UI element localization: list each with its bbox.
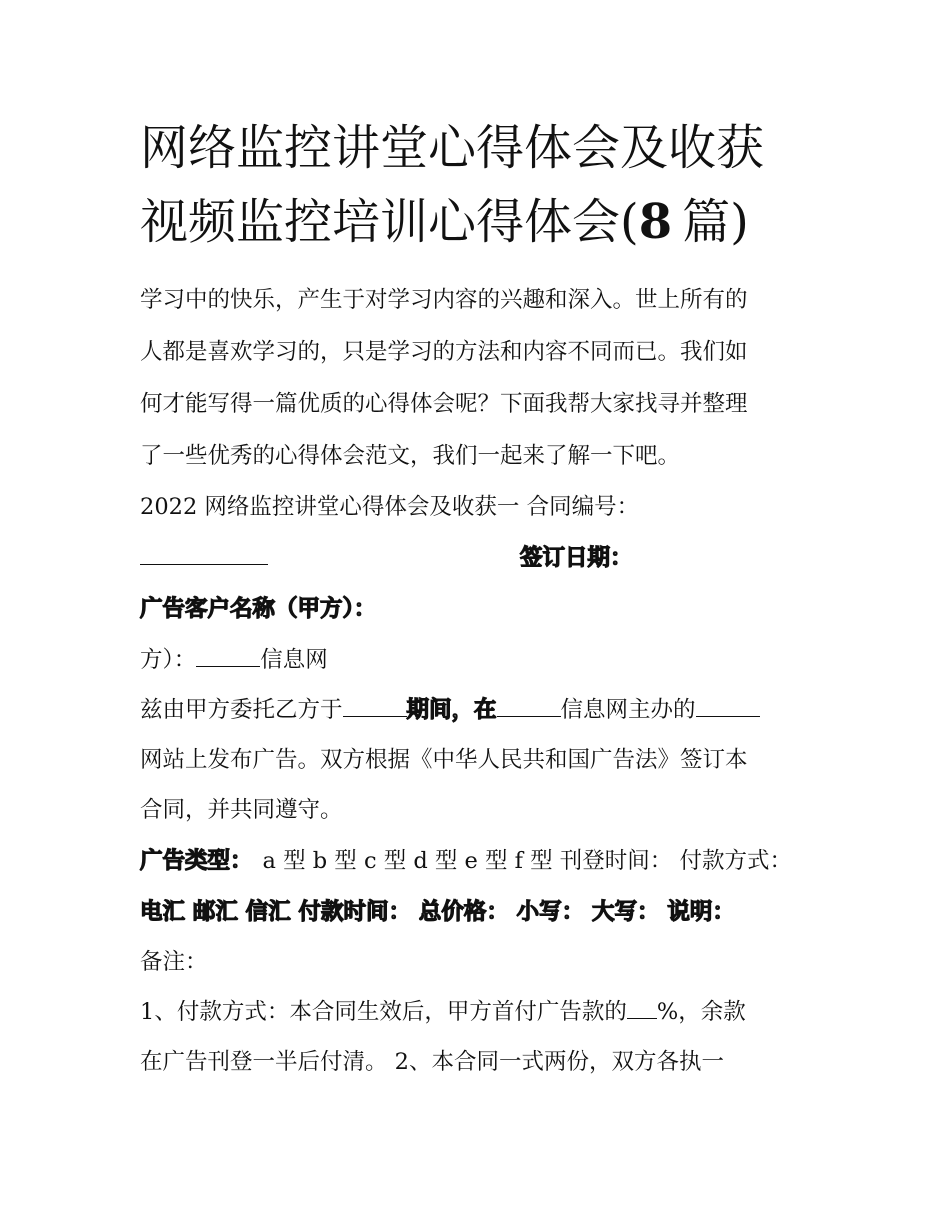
party-b-suffix: 信息网 [260, 647, 328, 673]
party-b-blank [196, 646, 260, 667]
client-name-line [140, 594, 820, 624]
party-b-line [140, 645, 820, 675]
site-blank [497, 696, 561, 717]
intro-line-1: 学习中的快乐，产生于对学习内容的兴趣和深入。世上所有的 [140, 287, 748, 313]
document-title-line1: 网络监控讲堂心得体会及收获 [140, 120, 765, 176]
contract-number-blank [140, 544, 268, 565]
para1-c: 信息网主办的 [560, 697, 696, 723]
note1-b: %，余款 [656, 999, 746, 1025]
ad-types: a 型 b 型 c 型 d 型 e 型 f 型 刊登时间： 付款方式： [262, 848, 792, 874]
payment-methods-line [140, 897, 820, 927]
note1-line2: 在广告刊登一半后付清。 2、本合同一式两份，双方各执一 [140, 1049, 724, 1075]
contract-para1-line1 [140, 695, 820, 725]
contract-para1-line3: 合同，并共同遵守。 [140, 797, 343, 823]
ad-type-line [140, 846, 820, 876]
para1-a: 兹由甲方委托乙方于 [140, 697, 343, 723]
contract-para1-line2: 网站上发布广告。双方根据《中华人民共和国广告法》签订本 [140, 747, 748, 773]
percent-blank [627, 998, 657, 1019]
website-blank [696, 696, 760, 717]
ad-type-label: 广告类型： [140, 848, 253, 874]
notes-label: 备注： [140, 949, 208, 975]
note1-line1 [140, 997, 820, 1027]
contract-heading: 2022 网络监控讲堂心得体会及收获一 合同编号： [140, 494, 640, 520]
intro-line-2: 人都是喜欢学习的，只是学习的方法和内容不同而已。我们如 [140, 339, 748, 365]
period-blank [343, 696, 407, 717]
title-prefix: 视频监控培训心得体会( [140, 194, 639, 250]
title-suffix: 篇) [682, 194, 749, 250]
payment-methods: 电汇 邮汇 信汇 付款时间： 总价格： 小写： 大写： 说明： [140, 899, 735, 925]
title-number: 8 [638, 194, 673, 250]
contract-number-line [140, 543, 820, 573]
para1-b: 期间，在 [406, 697, 497, 723]
client-name-label: 广告客户名称（甲方）： [140, 596, 377, 622]
party-b-prefix: 方）： [140, 647, 197, 673]
sign-date-label: 签订日期： [520, 545, 633, 571]
intro-line-3: 何才能写得一篇优质的心得体会呢？下面我帮大家找寻并整理 [140, 391, 748, 417]
document-title-line2 [140, 186, 820, 258]
note1-a: 1、付款方式：本合同生效后，甲方首付广告款的 [140, 999, 627, 1025]
intro-line-4: 了一些优秀的心得体会范文，我们一起来了解一下吧。 [140, 443, 681, 469]
